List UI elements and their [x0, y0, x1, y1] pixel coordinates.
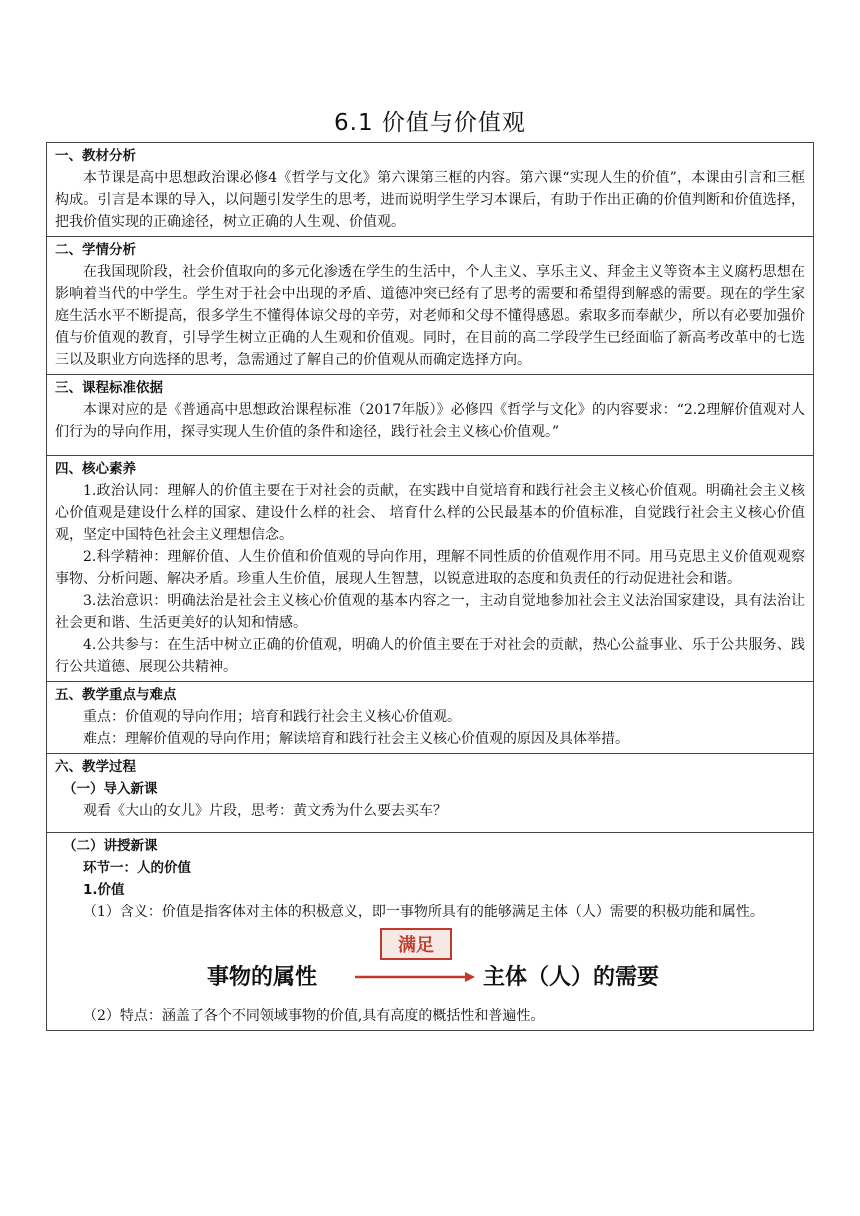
section-heading: 五、教学重点与难点	[55, 687, 177, 703]
section-student-analysis	[47, 237, 814, 375]
section-core-literacy	[47, 456, 814, 682]
section-new-lesson	[47, 833, 814, 1031]
page-title: 6.1 价值与价值观	[334, 110, 526, 136]
arrow-head-icon	[465, 972, 475, 982]
subsection-heading: （一）导入新课	[63, 781, 158, 797]
paragraph: 3.法治意识：明确法治是社会主义核心价值观的基本内容之一，主动自觉地参加社会主义法治国家建设，具有法治让社会更和谐、生活更美好的认知和情感。	[55, 593, 805, 631]
paragraph: （2）特点：涵盖了各个不同领域事物的价值,具有高度的概括性和普遍性。	[83, 1008, 545, 1024]
paragraph: 重点：价值观的导向作用；培育和践行社会主义核心价值观。	[83, 709, 461, 725]
point-heading: 1.价值	[83, 882, 125, 898]
lesson-plan-table	[46, 142, 814, 1031]
subject-need-label: 主体（人）的需要	[483, 965, 660, 990]
subsection-heading: （二）讲授新课	[63, 838, 158, 854]
value-diagram	[55, 927, 805, 1005]
section-textbook-analysis	[47, 143, 814, 237]
paragraph: （1）含义：价值是指客体对主体的积极意义，即一事物所具有的能够满足主体（人）需要的积极功能和属性。	[83, 904, 764, 920]
section-heading: 二、学情分析	[55, 242, 136, 258]
paragraph: 本节课是高中思想政治课必修4《哲学与文化》第六课第三框的内容。第六课“实现人生的价值”，本课由引言和三框构成。引言是本课的导入，以问题引发学生的思考，进而说明学生学习本课后，有助于作出正确的价值判断和价值选择，把我价值实现的正确途径，树立正确的人生观、价值观。	[55, 170, 805, 230]
paragraph: 4.公共参与：在生活中树立正确的价值观，明确人的价值主要在于对社会的贡献，热心公益事业、乐于公共服务、践行公共道德、展现公共精神。	[55, 637, 805, 675]
paragraph: 难点：理解价值观的导向作用；解读培育和践行社会主义核心价值观的原因及具体举措。	[83, 731, 629, 747]
section-heading: 四、核心素养	[55, 461, 136, 477]
section-heading: 一、教材分析	[55, 148, 136, 164]
paragraph: 2.科学精神：理解价值、人生价值和价值观的导向作用，理解不同性质的价值观作用不同。用马克思主义价值观观察事物、分析问题、解决矛盾。珍重人生价值，展现人生智慧，以锐意进取的态度和负责任的行动促进社会和谐。	[55, 549, 805, 587]
object-attribute-label: 事物的属性	[207, 965, 318, 990]
section-heading: 三、课程标准依据	[55, 380, 163, 396]
satisfy-label: 满足	[398, 935, 434, 956]
section-curriculum-standard	[47, 375, 814, 456]
paragraph: 在我国现阶段，社会价值取向的多元化渗透在学生的生活中，个人主义、享乐主义、拜金主义等资本主义腐朽思想在影响着当代的中学生。学生对于社会中出现的矛盾、道德冲突已经有了思考的需要和希望得到解惑的需要。现在的学生家庭生活水平不断提高，很多学生不懂得体谅父母的辛劳，对老师和父母不懂得感恩。索取多而奉献少，所以有必要加强价值与价值观的教育，引导学生树立正确的人生观和价值观。同时，在目前的高二学段学生已经面临了新高考改革中的七选三以及职业方向选择的思考，急需通过了解自己的价值观从而确定选择方向。	[55, 264, 805, 368]
value-diagram-graphic	[55, 927, 805, 1005]
paragraph: 1.政治认同：理解人的价值主要在于对社会的贡献，在实践中自觉培育和践行社会主义核心价值观。明确社会主义核心价值观是建设什么样的国家、建设什么样的社会、 培育什么样的公民最基本的价值标准，自觉践行社会主义核心价值观，坚定中国特色社会主义理想信念。	[55, 483, 805, 543]
section-heading: 六、教学过程	[55, 759, 136, 775]
paragraph: 本课对应的是《普通高中思想政治课程标准（2017年版）》必修四《哲学与文化》的内容要求：“2.2理解价值观对人们行为的导向作用，探寻实现人生价值的条件和途径，践行社会主义核心价值观。”	[55, 402, 805, 440]
section-teaching-process	[47, 754, 814, 833]
paragraph: 观看《大山的女儿》片段，思考：黄文秀为什么要去买车？	[83, 803, 447, 819]
section-key-points	[47, 682, 814, 754]
stage-heading: 环节一：人的价值	[83, 860, 191, 876]
